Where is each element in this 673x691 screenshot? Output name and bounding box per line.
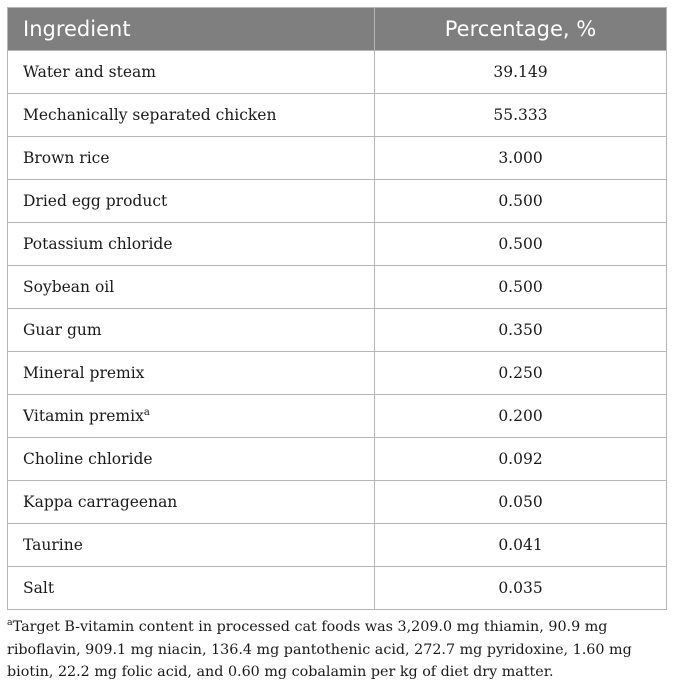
ingredient-table (7, 7, 667, 610)
percentage-cell: 0.041 (375, 524, 667, 567)
ingredient-cell: Guar gum (8, 309, 375, 352)
ingredient-cell: Mechanically separated chicken (8, 94, 375, 137)
table-row (8, 180, 667, 223)
footnote-text: Target B-vitamin content in processed cat foods was 3,209.0 mg thiamin, 90.9 mg riboflavin, 909.1 mg niacin, 136.4 mg pantothenic acid, 272.7 mg pyridoxine, 1.60 mg biotin, 22.2 mg folic acid, and 0.60 mg cobalamin per kg of diet dry matter. (7, 619, 632, 680)
footnote-marker: a (7, 617, 13, 629)
table-row (8, 223, 667, 266)
percentage-cell: 0.050 (375, 481, 667, 524)
percentage-cell: 0.200 (375, 395, 667, 438)
percentage-cell: 0.500 (375, 180, 667, 223)
percentage-cell: 0.092 (375, 438, 667, 481)
table-row (8, 137, 667, 180)
table-header-row (8, 8, 667, 51)
ingredient-cell: Choline chloride (8, 438, 375, 481)
ingredient-table-container (7, 7, 666, 684)
table-row (8, 438, 667, 481)
table-row (8, 567, 667, 610)
ingredient-cell: Potassium chloride (8, 223, 375, 266)
table-row (8, 94, 667, 137)
percentage-cell: 3.000 (375, 137, 667, 180)
header-percentage: Percentage, % (375, 8, 667, 51)
percentage-cell: 0.350 (375, 309, 667, 352)
percentage-cell: 0.500 (375, 223, 667, 266)
ingredient-cell: Salt (8, 567, 375, 610)
percentage-cell: 55.333 (375, 94, 667, 137)
ingredient-cell: Mineral premix (8, 352, 375, 395)
table-row (8, 309, 667, 352)
percentage-cell: 0.250 (375, 352, 667, 395)
percentage-cell: 39.149 (375, 51, 667, 94)
ingredient-cell: Water and steam (8, 51, 375, 94)
table-row (8, 481, 667, 524)
ingredient-cell: Dried egg product (8, 180, 375, 223)
header-ingredient: Ingredient (8, 8, 375, 51)
table-row (8, 352, 667, 395)
table-row (8, 266, 667, 309)
ingredient-cell (8, 395, 375, 438)
table-row (8, 524, 667, 567)
table-footnote (7, 616, 666, 684)
table-row (8, 395, 667, 438)
ingredient-cell: Kappa carrageenan (8, 481, 375, 524)
percentage-cell: 0.500 (375, 266, 667, 309)
ingredient-cell: Taurine (8, 524, 375, 567)
ingredient-cell: Brown rice (8, 137, 375, 180)
ingredient-cell: Soybean oil (8, 266, 375, 309)
ingredient-label: Vitamin premix (23, 407, 144, 425)
table-row (8, 51, 667, 94)
footnote-marker: a (143, 406, 150, 418)
percentage-cell: 0.035 (375, 567, 667, 610)
